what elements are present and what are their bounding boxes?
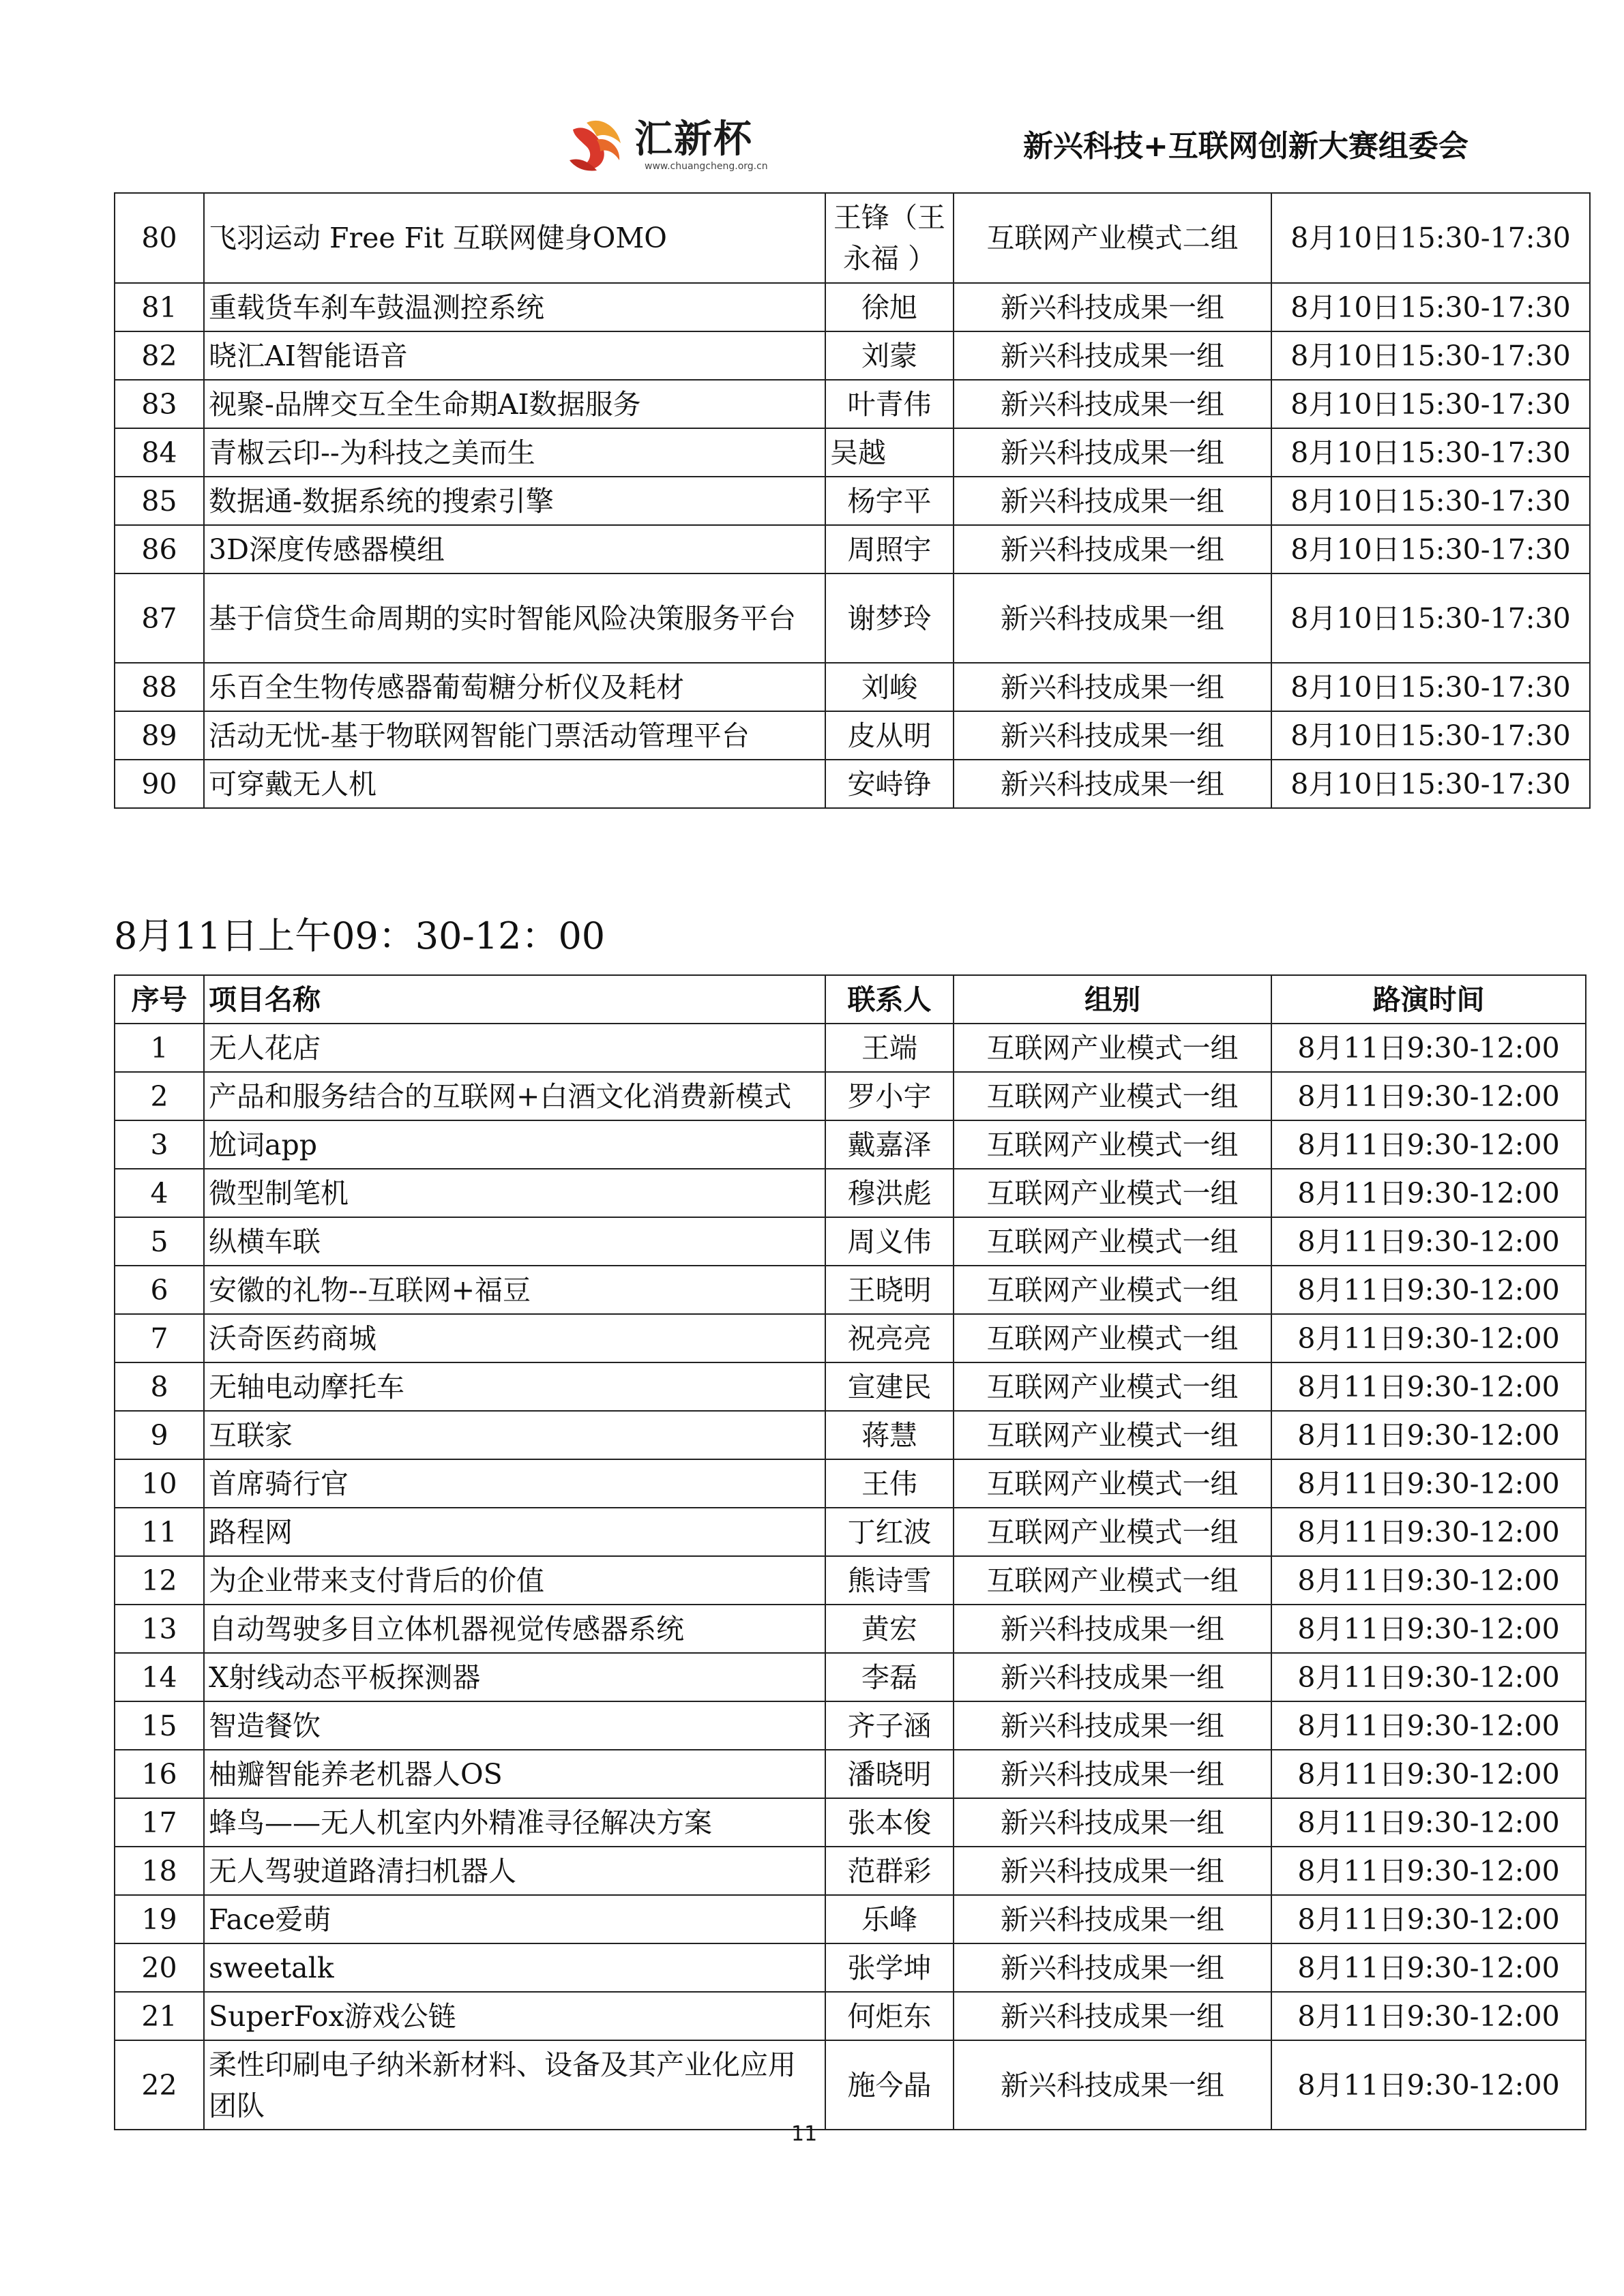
project-name: 无人驾驶道路清扫机器人 <box>204 1847 825 1895</box>
row-number: 17 <box>115 1798 204 1847</box>
pitch-time: 8月10日15:30-17:30 <box>1271 711 1590 760</box>
group-name: 互联网产业模式一组 <box>954 1072 1271 1120</box>
table-row <box>115 380 1590 428</box>
pitch-time: 8月11日9:30-12:00 <box>1271 1750 1586 1798</box>
contact-person: 徐旭 <box>825 283 954 331</box>
row-number: 14 <box>115 1653 204 1701</box>
group-name: 新兴科技成果一组 <box>954 1798 1271 1847</box>
table-row <box>115 1266 1586 1314</box>
contact-person: 张学坤 <box>825 1943 954 1992</box>
group-name: 新兴科技成果一组 <box>954 428 1271 477</box>
pitch-time: 8月11日9:30-12:00 <box>1271 1992 1586 2040</box>
row-number: 81 <box>115 283 204 331</box>
group-name: 互联网产业模式一组 <box>954 1314 1271 1362</box>
table-row <box>115 1459 1586 1508</box>
table-header-row <box>115 975 1586 1024</box>
contact-person: 罗小宇 <box>825 1072 954 1120</box>
table-row <box>115 193 1590 283</box>
row-number: 21 <box>115 1992 204 2040</box>
row-number: 5 <box>115 1217 204 1266</box>
row-number: 1 <box>115 1024 204 1072</box>
table-row <box>115 1411 1586 1459</box>
contact-person: 乐峰 <box>825 1895 954 1943</box>
table-row <box>115 525 1590 573</box>
row-number: 13 <box>115 1605 204 1653</box>
table-row <box>115 1556 1586 1605</box>
table-row <box>115 2040 1586 2130</box>
project-name: 安徽的礼物--互联网+福豆 <box>204 1266 825 1314</box>
project-name: SuperFox游戏公链 <box>204 1992 825 2040</box>
table-row <box>115 1314 1586 1362</box>
logo-text: 汇新杯 <box>634 117 753 162</box>
schedule-table-aug11 <box>114 974 1586 2130</box>
pitch-time: 8月10日15:30-17:30 <box>1271 331 1590 380</box>
project-name: 自动驾驶多目立体机器视觉传感器系统 <box>204 1605 825 1653</box>
row-number: 2 <box>115 1072 204 1120</box>
row-number: 82 <box>115 331 204 380</box>
contact-person: 刘蒙 <box>825 331 954 380</box>
contact-person: 刘峻 <box>825 663 954 711</box>
pitch-time: 8月11日9:30-12:00 <box>1271 1072 1586 1120</box>
pitch-time: 8月11日9:30-12:00 <box>1271 1847 1586 1895</box>
group-name: 新兴科技成果一组 <box>954 1701 1271 1750</box>
project-name: 活动无忧-基于物联网智能门票活动管理平台 <box>204 711 825 760</box>
row-number: 4 <box>115 1169 204 1217</box>
header-no: 序号 <box>115 975 204 1024</box>
section-title: 8月11日上午09：30-12：00 <box>114 914 606 957</box>
project-name: 3D深度传感器模组 <box>204 525 825 573</box>
table-row <box>115 1798 1586 1847</box>
row-number: 18 <box>115 1847 204 1895</box>
contact-person: 何炬东 <box>825 1992 954 2040</box>
project-name: 无人花店 <box>204 1024 825 1072</box>
contact-person: 戴嘉泽 <box>825 1120 954 1169</box>
row-number: 85 <box>115 477 204 525</box>
contact-person: 黄宏 <box>825 1605 954 1653</box>
logo-url: www.chuangcheng.org.cn <box>645 161 768 172</box>
project-name: 乐百全生物传感器葡萄糖分析仪及耗材 <box>204 663 825 711</box>
contact-person: 杨宇平 <box>825 477 954 525</box>
header-time: 路演时间 <box>1271 975 1586 1024</box>
pitch-time: 8月10日15:30-17:30 <box>1271 525 1590 573</box>
pitch-time: 8月11日9:30-12:00 <box>1271 1556 1586 1605</box>
pitch-time: 8月11日9:30-12:00 <box>1271 1605 1586 1653</box>
row-number: 9 <box>115 1411 204 1459</box>
pitch-time: 8月11日9:30-12:00 <box>1271 1024 1586 1072</box>
row-number: 88 <box>115 663 204 711</box>
pitch-time: 8月10日15:30-17:30 <box>1271 477 1590 525</box>
group-name: 互联网产业模式一组 <box>954 1362 1271 1411</box>
table-row <box>115 1701 1586 1750</box>
contact-person: 谢梦玲 <box>825 573 954 663</box>
group-name: 互联网产业模式一组 <box>954 1411 1271 1459</box>
group-name: 互联网产业模式一组 <box>954 1024 1271 1072</box>
table-row <box>115 1895 1586 1943</box>
header-group: 组别 <box>954 975 1271 1024</box>
project-name: 数据通-数据系统的搜索引擎 <box>204 477 825 525</box>
contact-person: 王伟 <box>825 1459 954 1508</box>
project-name: 沃奇医药商城 <box>204 1314 825 1362</box>
group-name: 新兴科技成果一组 <box>954 1605 1271 1653</box>
table-row <box>115 663 1590 711</box>
group-name: 新兴科技成果一组 <box>954 477 1271 525</box>
contact-person: 王晓明 <box>825 1266 954 1314</box>
pitch-time: 8月11日9:30-12:00 <box>1271 1169 1586 1217</box>
table-row <box>115 331 1590 380</box>
contact-person: 安峙铮 <box>825 760 954 808</box>
table-row <box>115 1217 1586 1266</box>
group-name: 新兴科技成果一组 <box>954 760 1271 808</box>
row-number: 87 <box>115 573 204 663</box>
contact-person: 祝亮亮 <box>825 1314 954 1362</box>
contact-person: 熊诗雪 <box>825 1556 954 1605</box>
project-name: 为企业带来支付背后的价值 <box>204 1556 825 1605</box>
project-name: 基于信贷生命周期的实时智能风险决策服务平台 <box>204 573 825 663</box>
table-row <box>115 1605 1586 1653</box>
pitch-time: 8月11日9:30-12:00 <box>1271 1217 1586 1266</box>
table-row <box>115 1362 1586 1411</box>
table-row <box>115 760 1590 808</box>
contact-person: 周照宇 <box>825 525 954 573</box>
pitch-time: 8月11日9:30-12:00 <box>1271 1701 1586 1750</box>
contact-person: 王锋（王永福 ） <box>825 193 954 283</box>
row-number: 11 <box>115 1508 204 1556</box>
project-name: 可穿戴无人机 <box>204 760 825 808</box>
pitch-time: 8月11日9:30-12:00 <box>1271 1895 1586 1943</box>
table-row <box>115 1992 1586 2040</box>
project-name: 微型制笔机 <box>204 1169 825 1217</box>
row-number: 84 <box>115 428 204 477</box>
table-row <box>115 477 1590 525</box>
group-name: 新兴科技成果一组 <box>954 711 1271 760</box>
project-name: Face爱萌 <box>204 1895 825 1943</box>
row-number: 16 <box>115 1750 204 1798</box>
group-name: 新兴科技成果一组 <box>954 331 1271 380</box>
row-number: 15 <box>115 1701 204 1750</box>
project-name: 柔性印刷电子纳米新材料、设备及其产业化应用团队 <box>204 2040 825 2130</box>
pitch-time: 8月11日9:30-12:00 <box>1271 1266 1586 1314</box>
row-number: 83 <box>115 380 204 428</box>
group-name: 新兴科技成果一组 <box>954 1992 1271 2040</box>
project-name: 青椒云印--为科技之美而生 <box>204 428 825 477</box>
row-number: 80 <box>115 193 204 283</box>
project-name: sweetalk <box>204 1943 825 1992</box>
project-name: 无轴电动摩托车 <box>204 1362 825 1411</box>
organization-name: 新兴科技+互联网创新大赛组委会 <box>1023 129 1468 164</box>
project-name: 重载货车刹车鼓温测控系统 <box>204 283 825 331</box>
table-row <box>115 1847 1586 1895</box>
project-name: 蜂鸟——无人机室内外精准寻径解决方案 <box>204 1798 825 1847</box>
contact-person: 李磊 <box>825 1653 954 1701</box>
table-row <box>115 1653 1586 1701</box>
table-row <box>115 1072 1586 1120</box>
project-name: X射线动态平板探测器 <box>204 1653 825 1701</box>
table-row <box>115 711 1590 760</box>
contact-person: 吴越 <box>825 428 954 477</box>
header-name: 项目名称 <box>204 975 825 1024</box>
pitch-time: 8月11日9:30-12:00 <box>1271 1411 1586 1459</box>
pitch-time: 8月11日9:30-12:00 <box>1271 1459 1586 1508</box>
project-name: 互联家 <box>204 1411 825 1459</box>
group-name: 互联网产业模式一组 <box>954 1459 1271 1508</box>
row-number: 22 <box>115 2040 204 2130</box>
page-number: 11 <box>791 2122 818 2146</box>
group-name: 互联网产业模式一组 <box>954 1169 1271 1217</box>
row-number: 7 <box>115 1314 204 1362</box>
contact-person: 周义伟 <box>825 1217 954 1266</box>
project-name: 尬词app <box>204 1120 825 1169</box>
table-row <box>115 1508 1586 1556</box>
group-name: 新兴科技成果一组 <box>954 2040 1271 2130</box>
project-name: 产品和服务结合的互联网+白酒文化消费新模式 <box>204 1072 825 1120</box>
pitch-time: 8月10日15:30-17:30 <box>1271 193 1590 283</box>
competition-logo <box>566 109 771 184</box>
row-number: 12 <box>115 1556 204 1605</box>
project-name: 飞羽运动 Free Fit 互联网健身OMO <box>204 193 825 283</box>
contact-person: 潘晓明 <box>825 1750 954 1798</box>
group-name: 互联网产业模式二组 <box>954 193 1271 283</box>
group-name: 新兴科技成果一组 <box>954 1943 1271 1992</box>
pitch-time: 8月10日15:30-17:30 <box>1271 760 1590 808</box>
group-name: 新兴科技成果一组 <box>954 1750 1271 1798</box>
pitch-time: 8月11日9:30-12:00 <box>1271 1120 1586 1169</box>
group-name: 新兴科技成果一组 <box>954 380 1271 428</box>
pitch-time: 8月11日9:30-12:00 <box>1271 1943 1586 1992</box>
project-name: 首席骑行官 <box>204 1459 825 1508</box>
group-name: 新兴科技成果一组 <box>954 283 1271 331</box>
pitch-time: 8月10日15:30-17:30 <box>1271 573 1590 663</box>
contact-person: 蒋慧 <box>825 1411 954 1459</box>
project-name: 晓汇AI智能语音 <box>204 331 825 380</box>
contact-person: 施今晶 <box>825 2040 954 2130</box>
contact-person: 皮从明 <box>825 711 954 760</box>
pitch-time: 8月11日9:30-12:00 <box>1271 1798 1586 1847</box>
project-name: 纵横车联 <box>204 1217 825 1266</box>
row-number: 10 <box>115 1459 204 1508</box>
schedule-table-aug10 <box>114 192 1591 809</box>
group-name: 新兴科技成果一组 <box>954 525 1271 573</box>
project-name: 路程网 <box>204 1508 825 1556</box>
table-row <box>115 428 1590 477</box>
contact-person: 张本俊 <box>825 1798 954 1847</box>
contact-person: 丁红波 <box>825 1508 954 1556</box>
table-row <box>115 573 1590 663</box>
project-name: 智造餐饮 <box>204 1701 825 1750</box>
contact-person: 穆洪彪 <box>825 1169 954 1217</box>
pitch-time: 8月11日9:30-12:00 <box>1271 2040 1586 2130</box>
group-name: 互联网产业模式一组 <box>954 1556 1271 1605</box>
table-row <box>115 283 1590 331</box>
group-name: 互联网产业模式一组 <box>954 1266 1271 1314</box>
pitch-time: 8月10日15:30-17:30 <box>1271 380 1590 428</box>
pitch-time: 8月11日9:30-12:00 <box>1271 1653 1586 1701</box>
group-name: 互联网产业模式一组 <box>954 1217 1271 1266</box>
group-name: 新兴科技成果一组 <box>954 573 1271 663</box>
header-contact: 联系人 <box>825 975 954 1024</box>
contact-person: 齐子涵 <box>825 1701 954 1750</box>
table-row <box>115 1943 1586 1992</box>
phoenix-logo-icon <box>566 109 634 177</box>
group-name: 新兴科技成果一组 <box>954 1847 1271 1895</box>
table-row <box>115 1120 1586 1169</box>
table-row <box>115 1169 1586 1217</box>
contact-person: 宣建民 <box>825 1362 954 1411</box>
contact-person: 范群彩 <box>825 1847 954 1895</box>
project-name: 视聚-品牌交互全生命期AI数据服务 <box>204 380 825 428</box>
contact-person: 王端 <box>825 1024 954 1072</box>
row-number: 90 <box>115 760 204 808</box>
row-number: 6 <box>115 1266 204 1314</box>
project-name: 柚瓣智能养老机器人OS <box>204 1750 825 1798</box>
pitch-time: 8月11日9:30-12:00 <box>1271 1362 1586 1411</box>
page-header <box>0 0 1624 198</box>
group-name: 互联网产业模式一组 <box>954 1120 1271 1169</box>
pitch-time: 8月10日15:30-17:30 <box>1271 428 1590 477</box>
pitch-time: 8月10日15:30-17:30 <box>1271 663 1590 711</box>
pitch-time: 8月11日9:30-12:00 <box>1271 1508 1586 1556</box>
table-row <box>115 1750 1586 1798</box>
row-number: 89 <box>115 711 204 760</box>
row-number: 20 <box>115 1943 204 1992</box>
pitch-time: 8月11日9:30-12:00 <box>1271 1314 1586 1362</box>
group-name: 新兴科技成果一组 <box>954 663 1271 711</box>
pitch-time: 8月10日15:30-17:30 <box>1271 283 1590 331</box>
row-number: 19 <box>115 1895 204 1943</box>
row-number: 8 <box>115 1362 204 1411</box>
group-name: 互联网产业模式一组 <box>954 1508 1271 1556</box>
contact-person: 叶青伟 <box>825 380 954 428</box>
group-name: 新兴科技成果一组 <box>954 1653 1271 1701</box>
row-number: 3 <box>115 1120 204 1169</box>
table-row <box>115 1024 1586 1072</box>
row-number: 86 <box>115 525 204 573</box>
group-name: 新兴科技成果一组 <box>954 1895 1271 1943</box>
